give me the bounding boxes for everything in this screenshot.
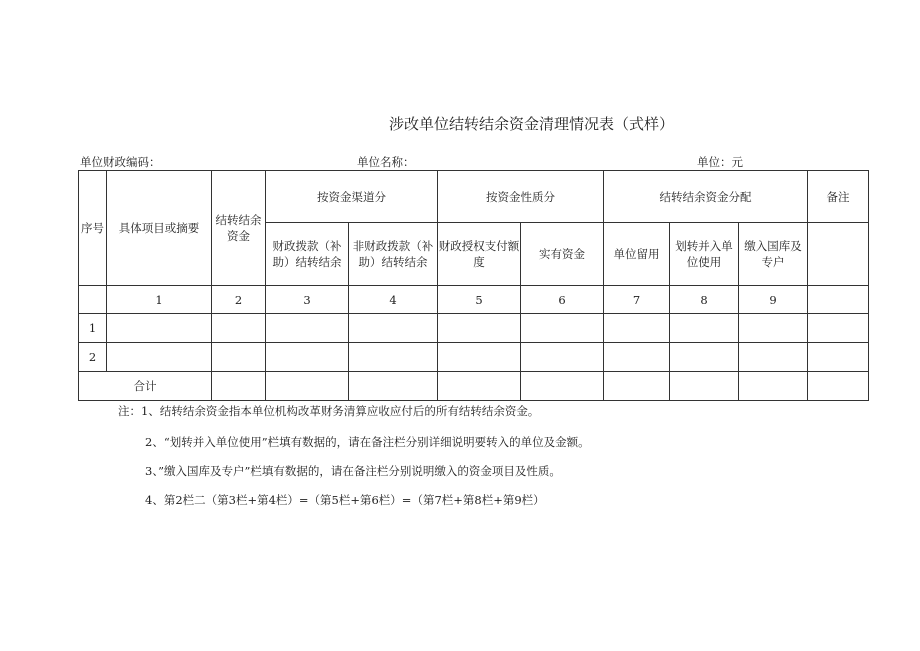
column-number: 5	[438, 286, 521, 314]
column-number: 2	[212, 286, 266, 314]
note-line: 注：1、结转结余资金指本单位机构改革财务清算应收应付后的所有结转结余资金。	[118, 404, 540, 418]
table-cell	[808, 314, 869, 343]
table-cell	[670, 314, 739, 343]
header-nonfiscal-alloc: 非财政拨款（补助）结转结余	[349, 223, 438, 286]
table-cell	[212, 343, 266, 372]
column-number: 3	[266, 286, 349, 314]
header-by-nature: 按资金性质分	[438, 171, 604, 223]
table-cell	[521, 372, 604, 401]
table-cell	[349, 314, 438, 343]
table-cell	[670, 343, 739, 372]
table-cell	[670, 372, 739, 401]
row-seq: 2	[79, 343, 107, 372]
header-allocation: 结转结余资金分配	[604, 171, 808, 223]
table-cell	[107, 314, 212, 343]
total-label: 合计	[79, 372, 212, 401]
page-title: 涉改单位结转结余资金清理情况表（式样）	[389, 115, 675, 133]
column-number-row	[79, 286, 869, 314]
column-number-blank	[808, 286, 869, 314]
unit-name-label: 单位名称：	[357, 155, 415, 169]
table-cell	[604, 314, 670, 343]
row-seq: 1	[79, 314, 107, 343]
header-balance: 结转结余资金	[212, 171, 266, 286]
header-pay-treasury: 缴入国库及专户	[739, 223, 808, 286]
table-cell	[521, 314, 604, 343]
table-cell	[212, 314, 266, 343]
balance-table	[78, 170, 869, 401]
column-number: 1	[107, 286, 212, 314]
table-cell	[739, 372, 808, 401]
header-transfer-use: 划转并入单位使用	[670, 223, 739, 286]
header-seq: 序号	[79, 171, 107, 286]
table-cell	[808, 372, 869, 401]
header-unit-retain: 单位留用	[604, 223, 670, 286]
table-row	[79, 314, 869, 343]
table-cell	[808, 343, 869, 372]
table-cell	[266, 343, 349, 372]
header-item: 具体项目或摘要	[107, 171, 212, 286]
table-cell	[739, 314, 808, 343]
column-number: 7	[604, 286, 670, 314]
table-cell	[521, 343, 604, 372]
header-by-channel: 按资金渠道分	[266, 171, 438, 223]
note-line: 3、”缴入国库及专户”栏填有数据的，请在备注栏分别说明缴入的资金项目及性质。	[145, 464, 561, 478]
header-row-1	[79, 171, 869, 223]
table-cell	[266, 314, 349, 343]
header-actual-funds: 实有资金	[521, 223, 604, 286]
column-number: 4	[349, 286, 438, 314]
table-cell	[107, 343, 212, 372]
table-cell	[604, 372, 670, 401]
table-cell	[212, 372, 266, 401]
header-remarks: 备注	[808, 171, 869, 223]
header-fiscal-auth: 财政授权支付额度	[438, 223, 521, 286]
table-cell	[739, 343, 808, 372]
table-row	[79, 343, 869, 372]
table-cell	[349, 343, 438, 372]
table-cell	[438, 314, 521, 343]
table-cell	[604, 343, 670, 372]
table-cell	[438, 372, 521, 401]
column-number: 9	[739, 286, 808, 314]
total-row	[79, 372, 869, 401]
header-fiscal-alloc: 财政拨款（补助）结转结余	[266, 223, 349, 286]
column-number: 6	[521, 286, 604, 314]
note-line: 2、“划转并入单位使用”栏填有数据的，请在备注栏分别详细说明要转入的单位及金额。	[145, 435, 590, 449]
column-number-blank	[79, 286, 107, 314]
note-line: 4、第2栏二（第3栏+第4栏）=（第5栏+第6栏）=（第7栏+第8栏+第9栏）	[145, 493, 545, 507]
table-cell	[349, 372, 438, 401]
table-cell	[266, 372, 349, 401]
column-number: 8	[670, 286, 739, 314]
remarks-header-blank	[808, 223, 869, 286]
currency-unit-label: 单位：元	[697, 155, 743, 169]
finance-code-label: 单位财政编码：	[80, 155, 161, 169]
table-cell	[438, 343, 521, 372]
